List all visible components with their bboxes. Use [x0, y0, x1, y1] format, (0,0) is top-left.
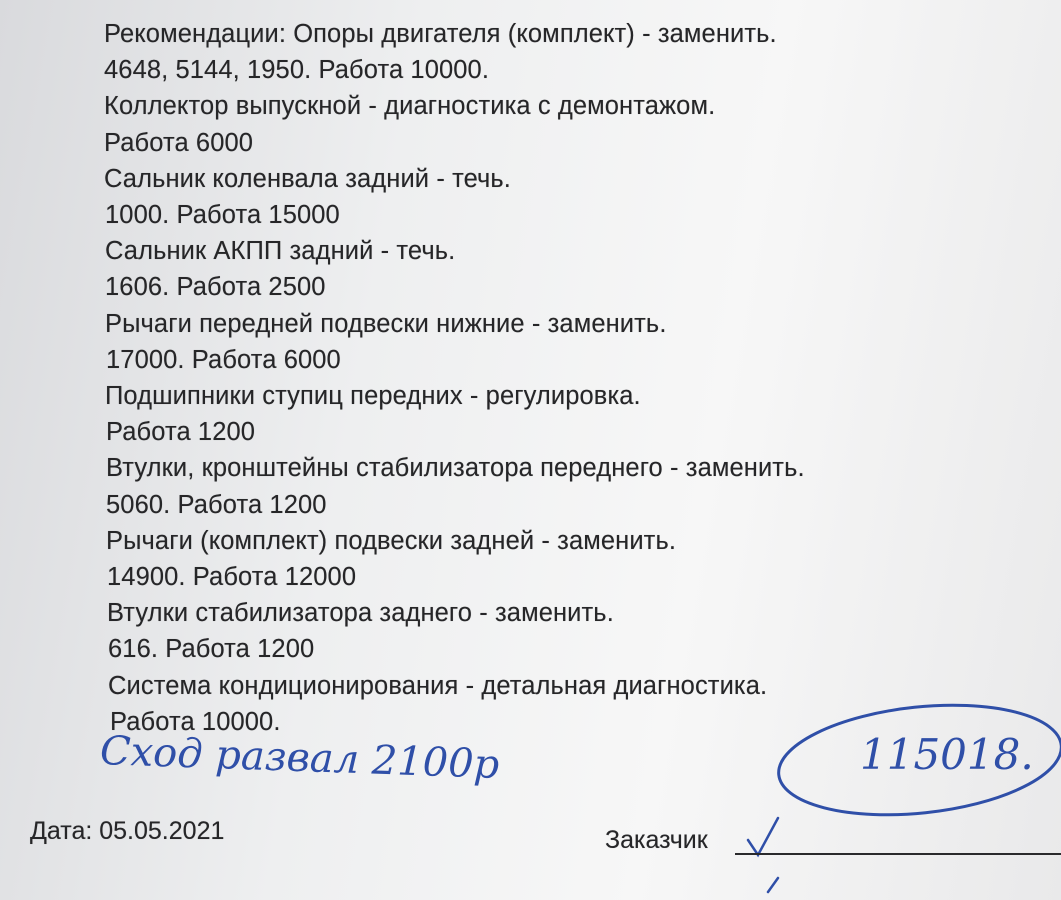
total-circle-mark: [773, 692, 1061, 827]
checkmark-icon: [748, 818, 778, 855]
text-line: Система кондиционирования - детальная диагностика.: [108, 671, 768, 700]
text-line: Рекомендации: Опоры двигателя (комплект) - заменить.: [104, 20, 777, 48]
text-line: 5060. Работа 1200: [106, 490, 327, 519]
text-line: Рычаги (комплект) подвески задней - заменить.: [106, 526, 677, 555]
text-line: Коллектор выпускной - диагностика с демонтажом.: [104, 92, 716, 121]
text-line: Рычаги передней подвески нижние - заменить.: [105, 309, 667, 338]
text-line: 14900. Работа 12000: [107, 563, 357, 592]
handwritten-total: 115018.: [860, 730, 1034, 779]
client-label: Заказчик: [605, 826, 708, 854]
text-line: Сальник коленвала задний - течь.: [104, 164, 511, 193]
text-line: 616. Работа 1200: [108, 635, 315, 664]
text-line: Сальник АКПП задний - течь.: [105, 237, 456, 266]
text-line: Работа 6000: [104, 128, 254, 157]
text-line: Подшипники ступиц передних - регулировка.: [105, 382, 641, 411]
text-line: 1000. Работа 15000: [105, 201, 340, 230]
text-line: Работа 1200: [106, 418, 256, 447]
signature-line: [735, 853, 1061, 855]
text-line: 1606. Работа 2500: [105, 273, 326, 302]
text-line: 17000. Работа 6000: [106, 345, 341, 374]
text-line: Втулки стабилизатора заднего - заменить.: [107, 599, 614, 628]
text-line: 4648, 5144, 1950. Работа 10000.: [104, 56, 490, 85]
text-line: Работа 10000.: [110, 707, 281, 736]
document-date: Дата: 05.05.2021: [30, 817, 225, 845]
checkmark-icon: [768, 878, 778, 892]
text-line: Втулки, кронштейны стабилизатора переднего - заменить.: [106, 454, 805, 483]
handwritten-note: Сход развал 2100р: [99, 728, 500, 788]
